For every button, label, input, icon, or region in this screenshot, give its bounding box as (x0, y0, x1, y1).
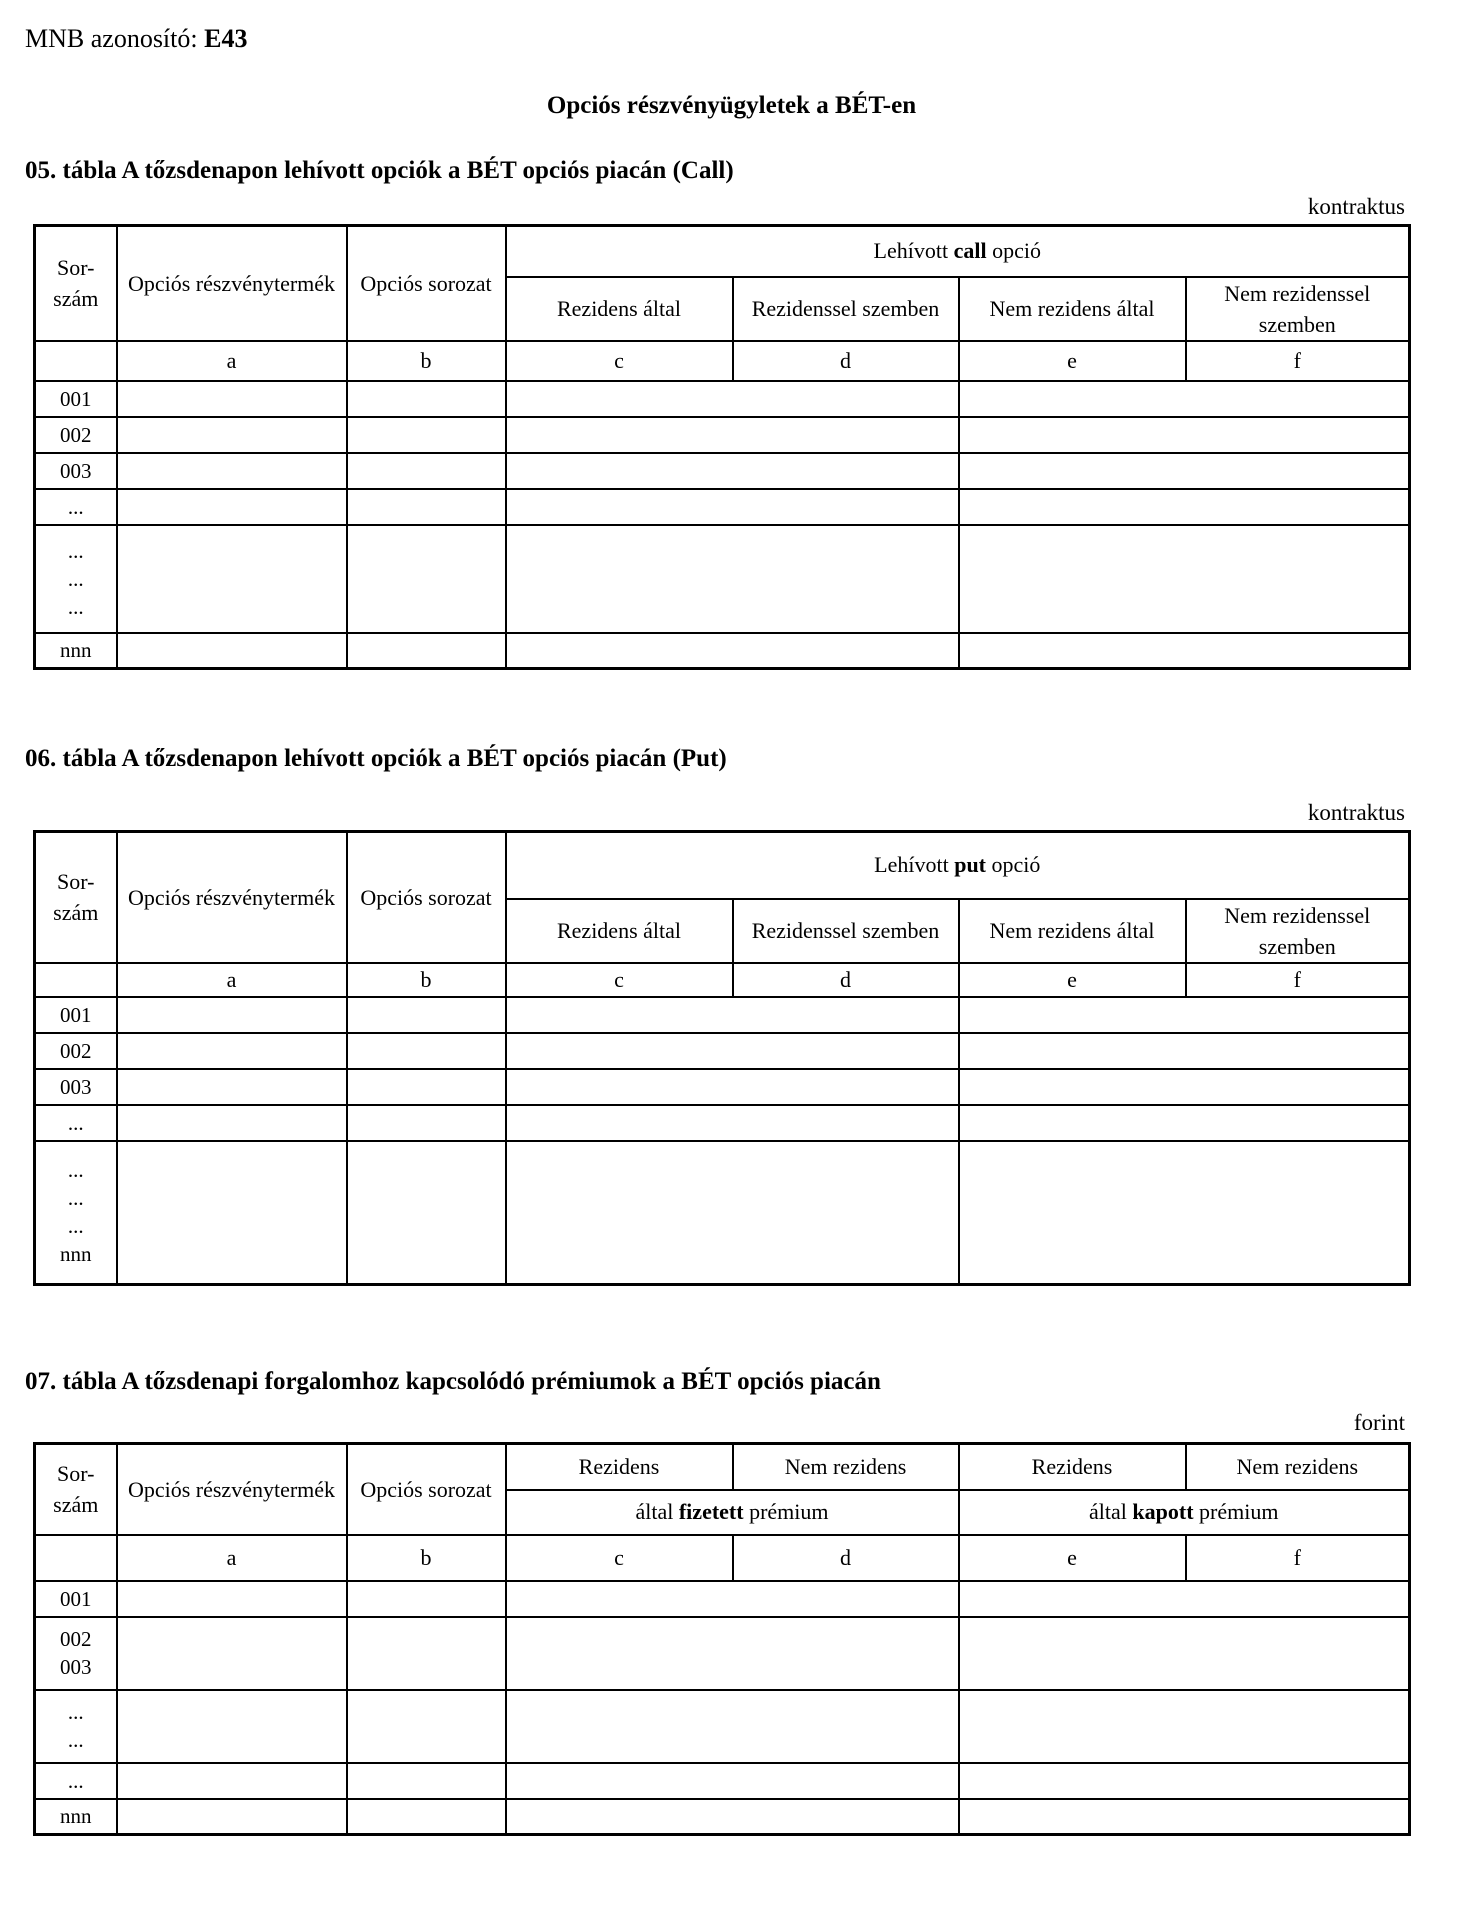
data-cell[interactable] (117, 525, 347, 633)
sub-header-f: Nem rezidenssel szemben (1186, 277, 1410, 341)
data-cell[interactable] (117, 1141, 347, 1285)
row-number: ... (35, 1105, 117, 1141)
data-cell[interactable] (506, 1799, 959, 1835)
table-row (35, 633, 1410, 669)
sub-header-f: Nem rezidenssel szemben (1186, 899, 1410, 963)
letter-f: f (1186, 341, 1410, 381)
table05-unit: kontraktus (1307, 194, 1405, 219)
col-sorozat-header: Opciós sorozat (347, 226, 506, 341)
table-row (35, 1763, 1410, 1799)
table07-title: 07. tábla A tőzsdenapi forgalomhoz kapcsolódó prémiumok a BÉT opciós piacán (25, 1368, 881, 1395)
row-number: 001 (35, 381, 117, 417)
data-cell[interactable] (347, 997, 506, 1033)
table-row (35, 1690, 1410, 1763)
data-cell[interactable] (506, 1763, 959, 1799)
data-cell[interactable] (117, 633, 347, 669)
data-cell[interactable] (347, 1799, 506, 1835)
data-cell[interactable] (959, 1033, 1410, 1069)
data-cell[interactable] (117, 489, 347, 525)
data-cell[interactable] (506, 453, 959, 489)
row-number: 001 (35, 1581, 117, 1617)
table-row (35, 1105, 1410, 1141)
letter-cell (35, 341, 117, 381)
data-cell[interactable] (347, 1033, 506, 1069)
table-row (35, 1033, 1410, 1069)
data-cell[interactable] (347, 1141, 506, 1285)
letter-b: b (347, 341, 506, 381)
paid-premium-header: által fizetett prémium (506, 1490, 959, 1535)
table06-unit: kontraktus (1307, 800, 1405, 825)
data-cell[interactable] (506, 1581, 959, 1617)
letter-d: d (733, 963, 959, 997)
table-row (35, 453, 1410, 489)
data-cell[interactable] (347, 1690, 506, 1763)
row-number-group: ... ... (35, 1690, 117, 1763)
sub-header-d: Rezidenssel szemben (733, 277, 959, 341)
data-cell[interactable] (506, 1617, 959, 1690)
row-number: 003 (35, 1069, 117, 1105)
data-cell[interactable] (117, 1799, 347, 1835)
data-cell[interactable] (347, 1105, 506, 1141)
data-cell[interactable] (959, 1617, 1410, 1690)
data-cell[interactable] (959, 1799, 1410, 1835)
data-cell[interactable] (506, 417, 959, 453)
table07-unit: forint (1353, 1410, 1405, 1435)
data-cell[interactable] (959, 489, 1410, 525)
data-cell[interactable] (347, 489, 506, 525)
row-number-group: 002 003 (35, 1617, 117, 1690)
data-cell[interactable] (959, 1141, 1410, 1285)
letter-d: d (733, 341, 959, 381)
table-row (35, 381, 1410, 417)
data-cell[interactable] (117, 453, 347, 489)
letter-cell (35, 963, 117, 997)
row-number: 002 (35, 417, 117, 453)
table-row (35, 1069, 1410, 1105)
data-cell[interactable] (347, 417, 506, 453)
data-cell[interactable] (959, 997, 1410, 1033)
sub-header-e: Nem rezidens által (959, 899, 1186, 963)
letter-c: c (506, 1535, 733, 1581)
data-cell[interactable] (347, 453, 506, 489)
data-cell[interactable] (506, 489, 959, 525)
letter-e: e (959, 341, 1186, 381)
row-number-group: ... ... ... nnn (35, 1141, 117, 1285)
data-cell[interactable] (506, 1033, 959, 1069)
col-termek-header: Opciós részvénytermék (117, 226, 347, 341)
head-d: Nem rezidens (733, 1444, 959, 1490)
col-termek-header: Opciós részvénytermék (117, 832, 347, 963)
row-number: ... (35, 489, 117, 525)
table06-title: 06. tábla A tőzsdenapon lehívott opciók a BÉT opciós piacán (Put) (25, 745, 727, 772)
row-number: ... (35, 1763, 117, 1799)
data-cell[interactable] (117, 381, 347, 417)
data-cell[interactable] (959, 1069, 1410, 1105)
data-cell[interactable] (347, 1617, 506, 1690)
mnb-identifier (25, 24, 247, 54)
head-f: Nem rezidens (1186, 1444, 1410, 1490)
row-number-group: ... ... ... (35, 525, 117, 633)
letter-d: d (733, 1535, 959, 1581)
data-cell[interactable] (959, 453, 1410, 489)
table-row (35, 997, 1410, 1033)
data-cell[interactable] (347, 525, 506, 633)
data-cell[interactable] (959, 633, 1410, 669)
letter-f: f (1186, 963, 1410, 997)
letter-a: a (117, 1535, 347, 1581)
col-sorszam-header: Sor-szám (35, 1444, 117, 1535)
data-cell[interactable] (117, 1069, 347, 1105)
row-number: 003 (35, 453, 117, 489)
table-row (35, 489, 1410, 525)
row-number: 001 (35, 997, 117, 1033)
row-number: nnn (35, 633, 117, 669)
table-row (35, 525, 1410, 633)
table07 (33, 1442, 1411, 1836)
group-header-call: Lehívott call opció (506, 226, 1410, 277)
letter-a: a (117, 341, 347, 381)
letter-b: b (347, 963, 506, 997)
table05-title: 05. tábla A tőzsdenapon lehívott opciók a BÉT opciós piacán (Call) (25, 157, 734, 184)
table-row (35, 417, 1410, 453)
head-c: Rezidens (506, 1444, 733, 1490)
letter-f: f (1186, 1535, 1410, 1581)
mnb-label: MNB azonosító: (25, 24, 198, 53)
data-cell[interactable] (506, 997, 959, 1033)
letter-c: c (506, 963, 733, 997)
sub-header-d: Rezidenssel szemben (733, 899, 959, 963)
letter-b: b (347, 1535, 506, 1581)
row-number: 002 (35, 1033, 117, 1069)
col-sorszam-header: Sor-szám (35, 832, 117, 963)
row-number: nnn (35, 1799, 117, 1835)
data-cell[interactable] (959, 525, 1410, 633)
data-cell[interactable] (117, 1105, 347, 1141)
data-cell[interactable] (347, 1069, 506, 1105)
data-cell[interactable] (117, 1581, 347, 1617)
data-cell[interactable] (347, 1581, 506, 1617)
data-cell[interactable] (506, 381, 959, 417)
data-cell[interactable] (117, 1763, 347, 1799)
head-e: Rezidens (959, 1444, 1186, 1490)
letter-e: e (959, 1535, 1186, 1581)
data-cell[interactable] (117, 997, 347, 1033)
table-row (35, 1581, 1410, 1617)
letter-c: c (506, 341, 733, 381)
col-sorszam-header: Sor-szám (35, 226, 117, 341)
data-cell[interactable] (506, 1069, 959, 1105)
sub-header-e: Nem rezidens által (959, 277, 1186, 341)
sub-header-c: Rezidens által (506, 277, 733, 341)
letter-e: e (959, 963, 1186, 997)
letter-cell (35, 1535, 117, 1581)
data-cell[interactable] (959, 1763, 1410, 1799)
data-cell[interactable] (959, 381, 1410, 417)
data-cell[interactable] (117, 1690, 347, 1763)
table-row (35, 1799, 1410, 1835)
table-row (35, 1141, 1410, 1285)
page-title: Opciós részvényügyletek a BÉT-en (546, 92, 917, 119)
data-cell[interactable] (959, 1581, 1410, 1617)
received-premium-header: által kapott prémium (959, 1490, 1410, 1535)
data-cell[interactable] (117, 1617, 347, 1690)
data-cell[interactable] (506, 633, 959, 669)
data-cell[interactable] (347, 633, 506, 669)
data-cell[interactable] (959, 1105, 1410, 1141)
letter-a: a (117, 963, 347, 997)
data-cell[interactable] (959, 1690, 1410, 1763)
data-cell[interactable] (347, 381, 506, 417)
data-cell[interactable] (117, 1033, 347, 1069)
col-sorozat-header: Opciós sorozat (347, 1444, 506, 1535)
sub-header-c: Rezidens által (506, 899, 733, 963)
col-termek-header: Opciós részvénytermék (117, 1444, 347, 1535)
data-cell[interactable] (347, 1763, 506, 1799)
data-cell[interactable] (506, 1141, 959, 1285)
mnb-code: E43 (204, 24, 248, 53)
table-row (35, 1617, 1410, 1690)
data-cell[interactable] (959, 417, 1410, 453)
col-sorozat-header: Opciós sorozat (347, 832, 506, 963)
group-header-put: Lehívott put opció (506, 832, 1410, 899)
data-cell[interactable] (506, 1105, 959, 1141)
data-cell[interactable] (506, 1690, 959, 1763)
table05 (33, 224, 1411, 670)
data-cell[interactable] (506, 525, 959, 633)
data-cell[interactable] (117, 417, 347, 453)
table06 (33, 830, 1411, 1286)
